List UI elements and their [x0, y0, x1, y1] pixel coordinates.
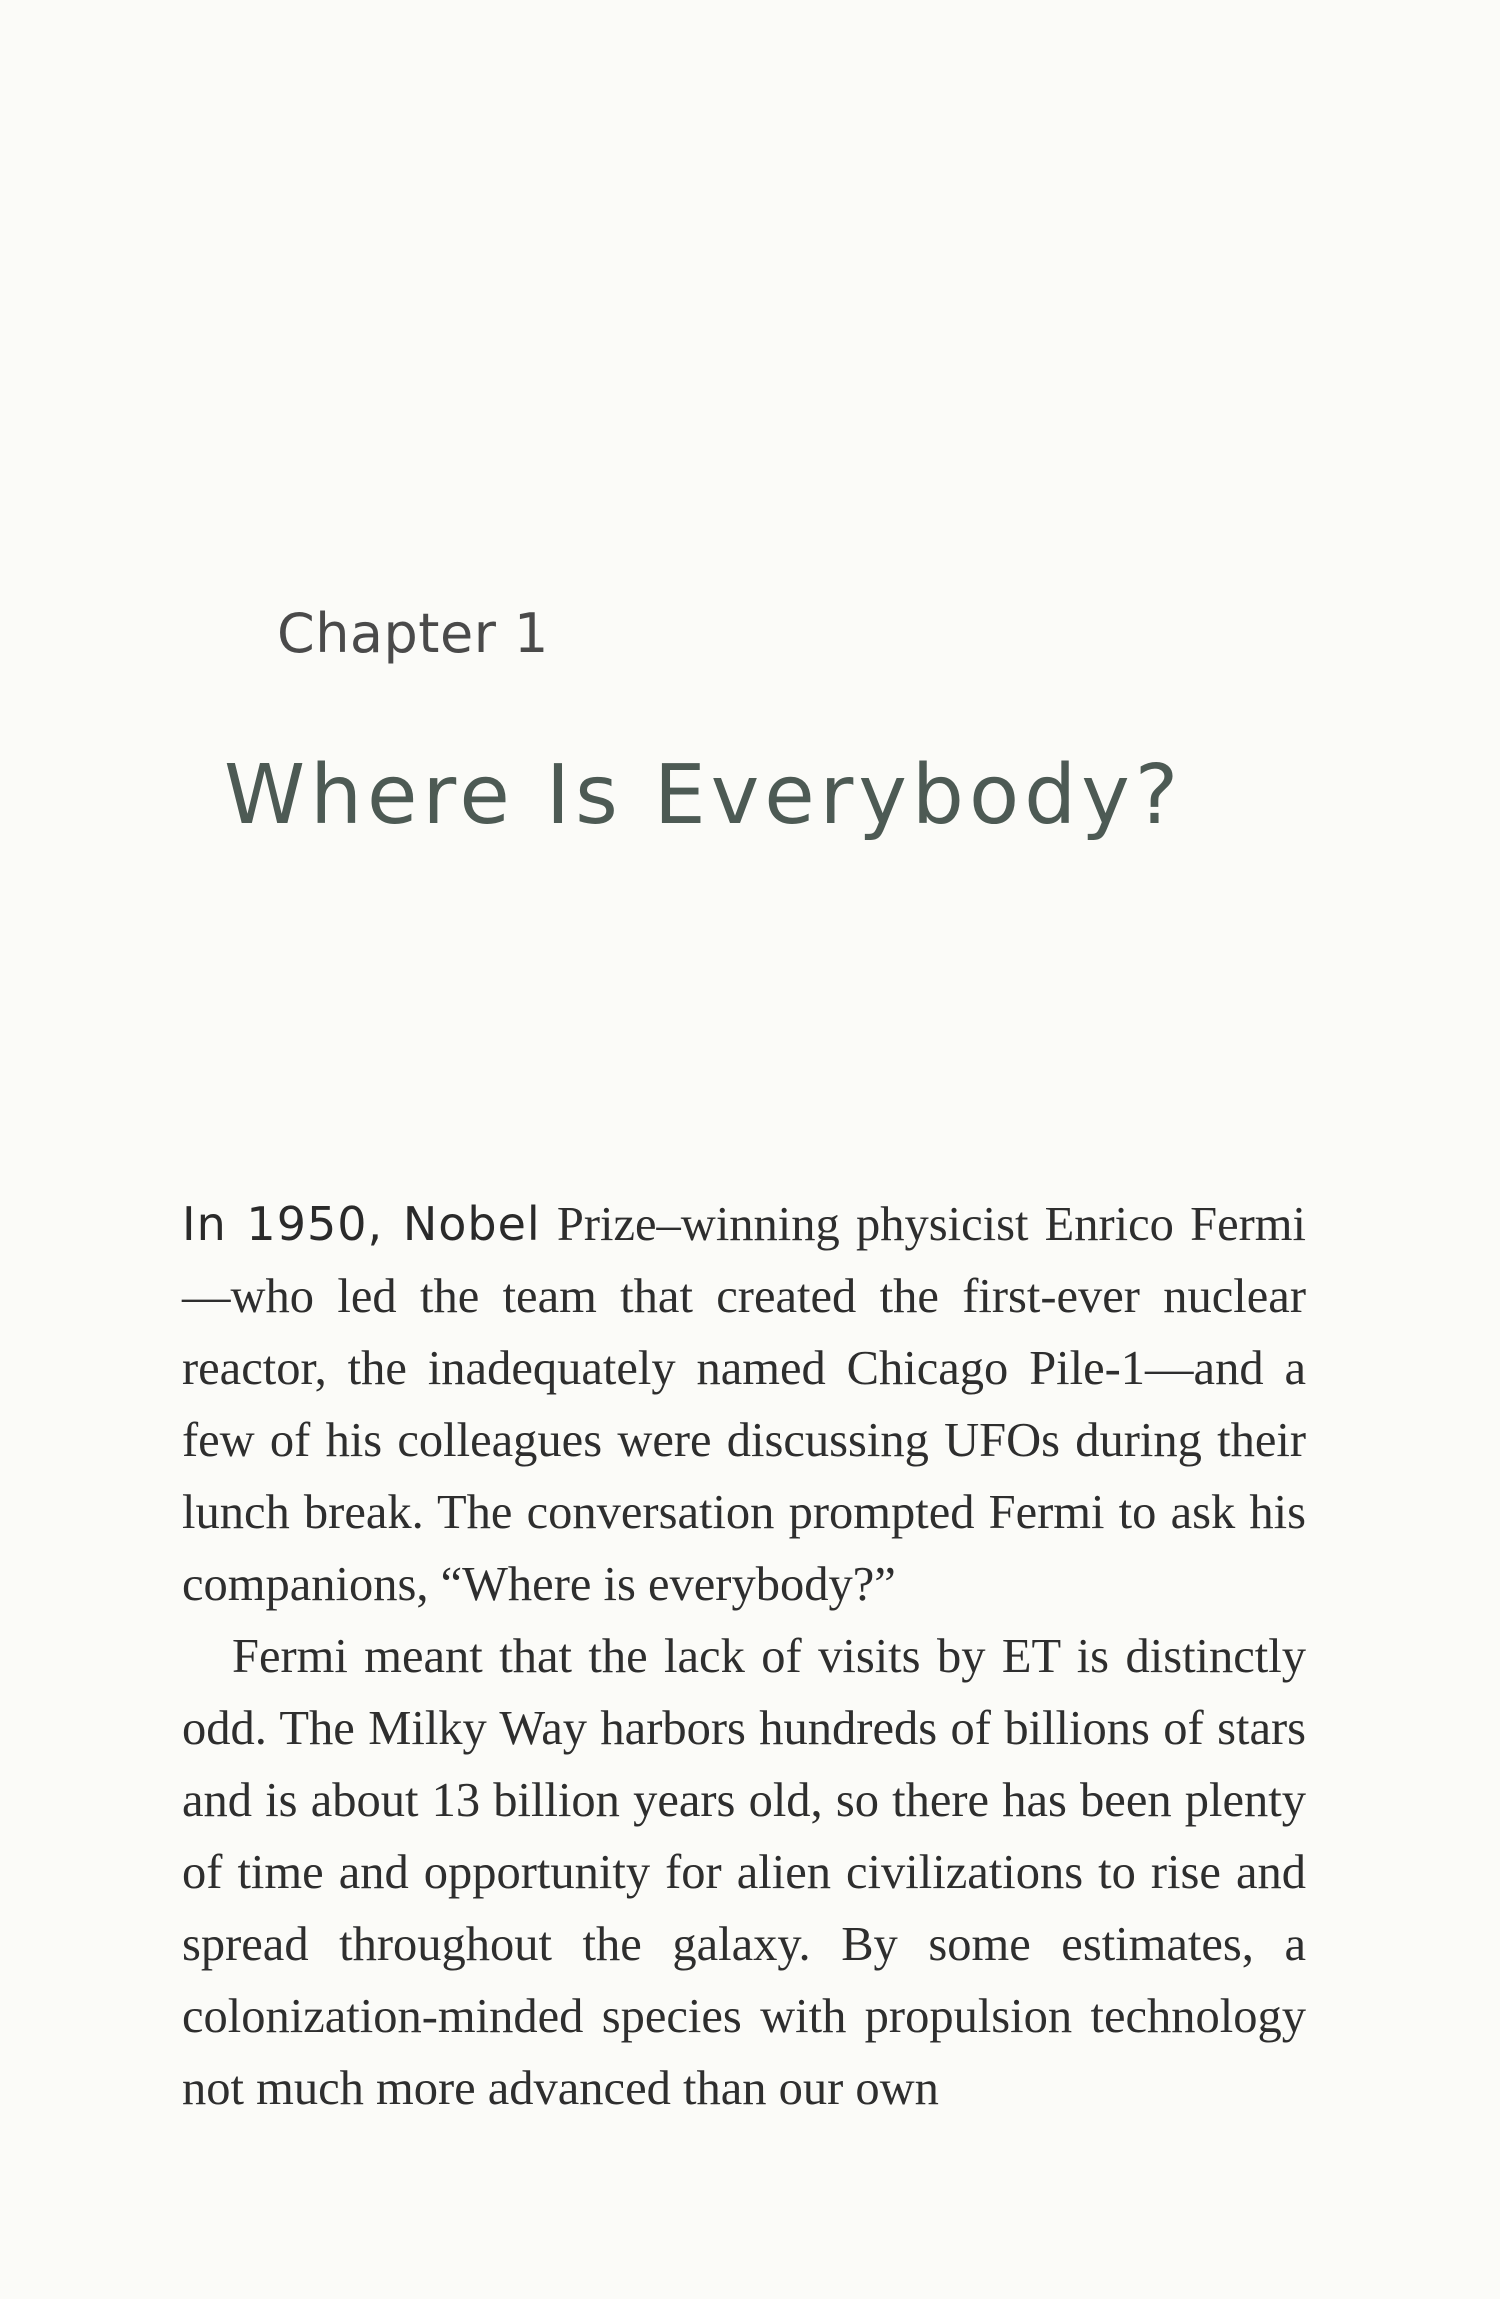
paragraph-1	[182, 1188, 1306, 1621]
chapter-label: Chapter 1	[277, 602, 549, 665]
chapter-title: Where Is Everybody?	[224, 748, 1184, 843]
body-text	[182, 1188, 1306, 2125]
paragraph-lead-in: In 1950, Nobel	[182, 1197, 541, 1251]
paragraph-2: Fermi meant that the lack of visits by ET is distinctly odd. The Milky Way harbors hundreds of billions of stars and is about 13 billion years old, so there has been plenty of time and opportunity for alien civilizations to rise and spread throughout the galaxy. By some estimates, a colonization-minded species with propulsion technology not much more advanced than our own	[182, 1630, 1306, 2115]
paragraph-1-text: Prize–winning physicist Enrico Fermi—who led the team that created the first-ever nuclear reactor, the inadequately named Chicago Pile-1—and a few of his colleagues were discussing UFOs during their lunch break. The conversation prompted Fermi to ask his companions, “Where is everybody?”	[182, 1198, 1306, 1611]
